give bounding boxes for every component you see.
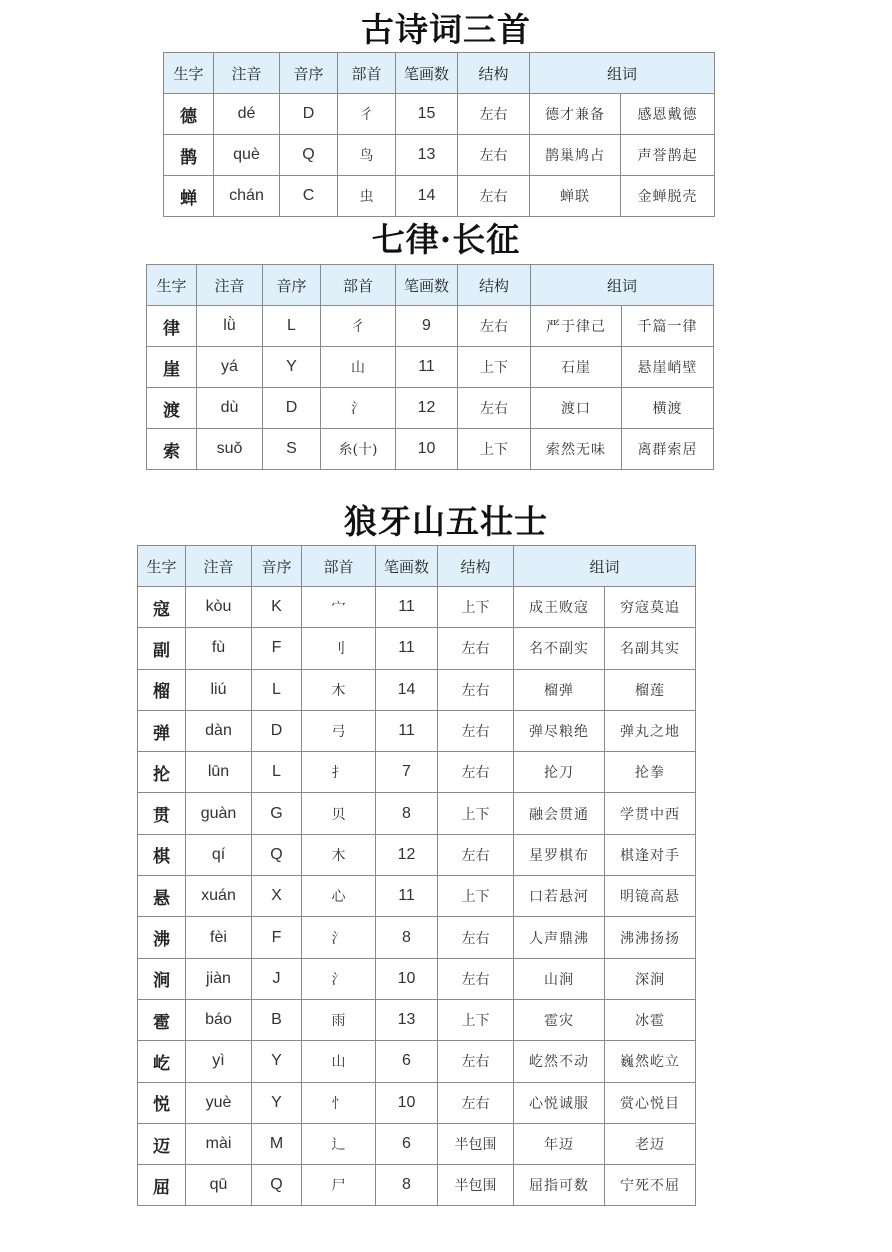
cell-order: S — [263, 429, 321, 470]
cell-word-1: 年迈 — [514, 1123, 605, 1164]
cell-order: Y — [263, 347, 321, 388]
cell-strokes: 13 — [396, 135, 458, 176]
table-row — [138, 1041, 696, 1082]
section-title-1: 古诗词三首 — [361, 10, 531, 49]
table-row — [147, 347, 714, 388]
cell-radical: 氵 — [302, 958, 376, 999]
table-body — [147, 306, 714, 470]
cell-structure: 左右 — [438, 752, 514, 793]
cell-strokes: 8 — [376, 793, 438, 834]
header-pinyin: 注音 — [214, 53, 280, 94]
cell-char: 蝉 — [164, 176, 214, 217]
cell-structure: 上下 — [438, 587, 514, 628]
cell-structure: 左右 — [438, 958, 514, 999]
cell-word-2: 沸沸扬扬 — [605, 917, 696, 958]
table-row — [138, 710, 696, 751]
cell-pinyin: fù — [186, 628, 252, 669]
table-row — [147, 306, 714, 347]
cell-char: 副 — [138, 628, 186, 669]
cell-char: 涧 — [138, 958, 186, 999]
cell-word-2: 穷寇莫追 — [605, 587, 696, 628]
cell-strokes: 11 — [376, 587, 438, 628]
cell-order: D — [252, 710, 302, 751]
cell-order: J — [252, 958, 302, 999]
cell-order: Q — [252, 834, 302, 875]
cell-char: 悦 — [138, 1082, 186, 1123]
cell-pinyin: dé — [214, 94, 280, 135]
cell-word-1: 德才兼备 — [530, 94, 621, 135]
cell-order: Y — [252, 1041, 302, 1082]
cell-strokes: 13 — [376, 999, 438, 1040]
cell-radical: 木 — [302, 834, 376, 875]
cell-word-1: 索然无味 — [531, 429, 622, 470]
cell-word-1: 融会贯通 — [514, 793, 605, 834]
cell-char: 弹 — [138, 710, 186, 751]
section-title-3: 狼牙山五壮士 — [344, 502, 548, 541]
cell-radical: 彳 — [321, 306, 396, 347]
cell-order: Q — [280, 135, 338, 176]
cell-structure: 左右 — [458, 388, 531, 429]
header-order: 音序 — [280, 53, 338, 94]
cell-order: L — [252, 669, 302, 710]
table-row — [138, 587, 696, 628]
header-strokes: 笔画数 — [396, 265, 458, 306]
header-structure: 结构 — [458, 53, 530, 94]
cell-word-1: 蝉联 — [530, 176, 621, 217]
cell-word-2: 弹丸之地 — [605, 710, 696, 751]
cell-word-1: 心悦诚服 — [514, 1082, 605, 1123]
cell-word-2: 冰雹 — [605, 999, 696, 1040]
header-radical: 部首 — [338, 53, 396, 94]
cell-pinyin: yì — [186, 1041, 252, 1082]
table-header-row — [147, 265, 714, 306]
cell-word-1: 星罗棋布 — [514, 834, 605, 875]
cell-order: Y — [252, 1082, 302, 1123]
cell-word-1: 抡刀 — [514, 752, 605, 793]
table-row — [138, 958, 696, 999]
cell-structure: 左右 — [438, 628, 514, 669]
header-char: 生字 — [147, 265, 197, 306]
cell-word-2: 榴莲 — [605, 669, 696, 710]
cell-char: 律 — [147, 306, 197, 347]
table-row — [164, 135, 715, 176]
header-structure: 结构 — [438, 546, 514, 587]
table-row — [138, 628, 696, 669]
cell-order: K — [252, 587, 302, 628]
cell-radical: 心 — [302, 876, 376, 917]
cell-char: 寇 — [138, 587, 186, 628]
cell-word-2: 金蝉脱壳 — [621, 176, 715, 217]
cell-strokes: 9 — [396, 306, 458, 347]
header-order: 音序 — [252, 546, 302, 587]
cell-word-1: 渡口 — [531, 388, 622, 429]
header-pinyin: 注音 — [197, 265, 263, 306]
cell-pinyin: báo — [186, 999, 252, 1040]
table-header-row — [138, 546, 696, 587]
cell-word-2: 离群索居 — [622, 429, 714, 470]
header-words: 组词 — [514, 546, 696, 587]
cell-word-1: 名不副实 — [514, 628, 605, 669]
cell-char: 雹 — [138, 999, 186, 1040]
cell-word-1: 山涧 — [514, 958, 605, 999]
table-row — [138, 1082, 696, 1123]
cell-word-1: 屹然不动 — [514, 1041, 605, 1082]
cell-strokes: 6 — [376, 1041, 438, 1082]
cell-strokes: 11 — [376, 628, 438, 669]
cell-radical: 尸 — [302, 1165, 376, 1206]
table-header-row — [164, 53, 715, 94]
table-row — [138, 1165, 696, 1206]
table-row — [138, 917, 696, 958]
cell-radical: 鸟 — [338, 135, 396, 176]
cell-order: L — [252, 752, 302, 793]
cell-word-2: 悬崖峭壁 — [622, 347, 714, 388]
cell-char: 榴 — [138, 669, 186, 710]
cell-order: G — [252, 793, 302, 834]
cell-radical: 糸(十) — [321, 429, 396, 470]
cell-structure: 半包围 — [438, 1165, 514, 1206]
cell-word-2: 千篇一律 — [622, 306, 714, 347]
cell-word-2: 巍然屹立 — [605, 1041, 696, 1082]
cell-order: F — [252, 917, 302, 958]
table-row — [138, 999, 696, 1040]
cell-pinyin: qí — [186, 834, 252, 875]
header-words: 组词 — [530, 53, 715, 94]
cell-radical: 彳 — [338, 94, 396, 135]
table-row — [164, 94, 715, 135]
cell-strokes: 6 — [376, 1123, 438, 1164]
table-body — [164, 94, 715, 217]
cell-order: Q — [252, 1165, 302, 1206]
cell-char: 屹 — [138, 1041, 186, 1082]
cell-pinyin: lǜ — [197, 306, 263, 347]
table-row — [138, 793, 696, 834]
cell-structure: 左右 — [438, 834, 514, 875]
header-char: 生字 — [138, 546, 186, 587]
table-row — [138, 876, 696, 917]
cell-word-2: 声誉鹊起 — [621, 135, 715, 176]
cell-radical: 氵 — [302, 917, 376, 958]
cell-char: 崖 — [147, 347, 197, 388]
cell-strokes: 12 — [396, 388, 458, 429]
cell-structure: 左右 — [438, 917, 514, 958]
cell-pinyin: lūn — [186, 752, 252, 793]
cell-order: B — [252, 999, 302, 1040]
table-body — [138, 587, 696, 1206]
cell-char: 抡 — [138, 752, 186, 793]
header-char: 生字 — [164, 53, 214, 94]
cell-order: F — [252, 628, 302, 669]
cell-word-1: 严于律己 — [531, 306, 622, 347]
cell-word-1: 成王败寇 — [514, 587, 605, 628]
cell-word-2: 感恩戴德 — [621, 94, 715, 135]
header-structure: 结构 — [458, 265, 531, 306]
cell-pinyin: suǒ — [197, 429, 263, 470]
cell-structure: 左右 — [458, 135, 530, 176]
vocab-table-3 — [137, 545, 696, 1206]
cell-order: M — [252, 1123, 302, 1164]
cell-structure: 左右 — [458, 306, 531, 347]
cell-structure: 上下 — [458, 347, 531, 388]
cell-radical: 刂 — [302, 628, 376, 669]
cell-word-2: 名副其实 — [605, 628, 696, 669]
cell-pinyin: fèi — [186, 917, 252, 958]
cell-char: 屈 — [138, 1165, 186, 1206]
cell-pinyin: kòu — [186, 587, 252, 628]
table-row — [138, 834, 696, 875]
header-radical: 部首 — [321, 265, 396, 306]
cell-order: L — [263, 306, 321, 347]
cell-structure: 左右 — [458, 176, 530, 217]
cell-structure: 左右 — [438, 710, 514, 751]
cell-order: X — [252, 876, 302, 917]
cell-strokes: 11 — [376, 710, 438, 751]
cell-strokes: 12 — [376, 834, 438, 875]
vocab-table-1 — [163, 52, 715, 217]
cell-structure: 上下 — [438, 793, 514, 834]
cell-order: D — [280, 94, 338, 135]
cell-strokes: 8 — [376, 1165, 438, 1206]
cell-pinyin: guàn — [186, 793, 252, 834]
cell-word-2: 深涧 — [605, 958, 696, 999]
cell-strokes: 10 — [376, 958, 438, 999]
cell-word-2: 横渡 — [622, 388, 714, 429]
cell-word-2: 赏心悦目 — [605, 1082, 696, 1123]
cell-radical: 扌 — [302, 752, 376, 793]
vocab-table-2 — [146, 264, 714, 470]
cell-radical: 氵 — [321, 388, 396, 429]
cell-pinyin: chán — [214, 176, 280, 217]
cell-strokes: 14 — [376, 669, 438, 710]
cell-structure: 上下 — [438, 876, 514, 917]
cell-pinyin: xuán — [186, 876, 252, 917]
cell-word-1: 人声鼎沸 — [514, 917, 605, 958]
section-title-2: 七律·长征 — [371, 220, 521, 259]
cell-strokes: 8 — [376, 917, 438, 958]
cell-char: 渡 — [147, 388, 197, 429]
cell-word-1: 口若悬河 — [514, 876, 605, 917]
cell-pinyin: dàn — [186, 710, 252, 751]
cell-word-1: 屈指可数 — [514, 1165, 605, 1206]
cell-radical: 虫 — [338, 176, 396, 217]
cell-strokes: 15 — [396, 94, 458, 135]
cell-word-1: 鹊巢鸠占 — [530, 135, 621, 176]
cell-radical: 雨 — [302, 999, 376, 1040]
cell-word-1: 弹尽粮绝 — [514, 710, 605, 751]
cell-word-2: 明镜高悬 — [605, 876, 696, 917]
cell-radical: 山 — [302, 1041, 376, 1082]
cell-structure: 上下 — [438, 999, 514, 1040]
cell-pinyin: liú — [186, 669, 252, 710]
cell-pinyin: què — [214, 135, 280, 176]
cell-word-1: 雹灾 — [514, 999, 605, 1040]
cell-char: 悬 — [138, 876, 186, 917]
table-row — [138, 669, 696, 710]
cell-word-2: 棋逢对手 — [605, 834, 696, 875]
cell-radical: 山 — [321, 347, 396, 388]
cell-radical: 木 — [302, 669, 376, 710]
cell-radical: 弓 — [302, 710, 376, 751]
cell-pinyin: mài — [186, 1123, 252, 1164]
header-strokes: 笔画数 — [396, 53, 458, 94]
table-row — [147, 388, 714, 429]
cell-strokes: 10 — [396, 429, 458, 470]
cell-word-2: 抡拳 — [605, 752, 696, 793]
cell-strokes: 11 — [376, 876, 438, 917]
cell-radical: 辶 — [302, 1123, 376, 1164]
cell-pinyin: yá — [197, 347, 263, 388]
cell-char: 沸 — [138, 917, 186, 958]
cell-structure: 上下 — [458, 429, 531, 470]
cell-char: 棋 — [138, 834, 186, 875]
cell-radical: 宀 — [302, 587, 376, 628]
cell-strokes: 10 — [376, 1082, 438, 1123]
table-row — [164, 176, 715, 217]
table-row — [138, 752, 696, 793]
cell-radical: 贝 — [302, 793, 376, 834]
header-order: 音序 — [263, 265, 321, 306]
header-pinyin: 注音 — [186, 546, 252, 587]
cell-pinyin: jiàn — [186, 958, 252, 999]
cell-char: 德 — [164, 94, 214, 135]
cell-word-2: 学贯中西 — [605, 793, 696, 834]
cell-word-2: 老迈 — [605, 1123, 696, 1164]
cell-word-1: 石崖 — [531, 347, 622, 388]
header-strokes: 笔画数 — [376, 546, 438, 587]
cell-structure: 左右 — [438, 1041, 514, 1082]
table-row — [147, 429, 714, 470]
cell-char: 迈 — [138, 1123, 186, 1164]
cell-structure: 半包围 — [438, 1123, 514, 1164]
cell-order: D — [263, 388, 321, 429]
cell-pinyin: qū — [186, 1165, 252, 1206]
cell-char: 贯 — [138, 793, 186, 834]
cell-order: C — [280, 176, 338, 217]
cell-radical: 忄 — [302, 1082, 376, 1123]
cell-strokes: 11 — [396, 347, 458, 388]
cell-structure: 左右 — [458, 94, 530, 135]
cell-pinyin: dù — [197, 388, 263, 429]
table-row — [138, 1123, 696, 1164]
cell-strokes: 7 — [376, 752, 438, 793]
cell-structure: 左右 — [438, 1082, 514, 1123]
cell-pinyin: yuè — [186, 1082, 252, 1123]
cell-word-1: 榴弹 — [514, 669, 605, 710]
cell-strokes: 14 — [396, 176, 458, 217]
cell-char: 鹊 — [164, 135, 214, 176]
header-radical: 部首 — [302, 546, 376, 587]
header-words: 组词 — [531, 265, 714, 306]
cell-word-2: 宁死不屈 — [605, 1165, 696, 1206]
cell-structure: 左右 — [438, 669, 514, 710]
cell-char: 索 — [147, 429, 197, 470]
